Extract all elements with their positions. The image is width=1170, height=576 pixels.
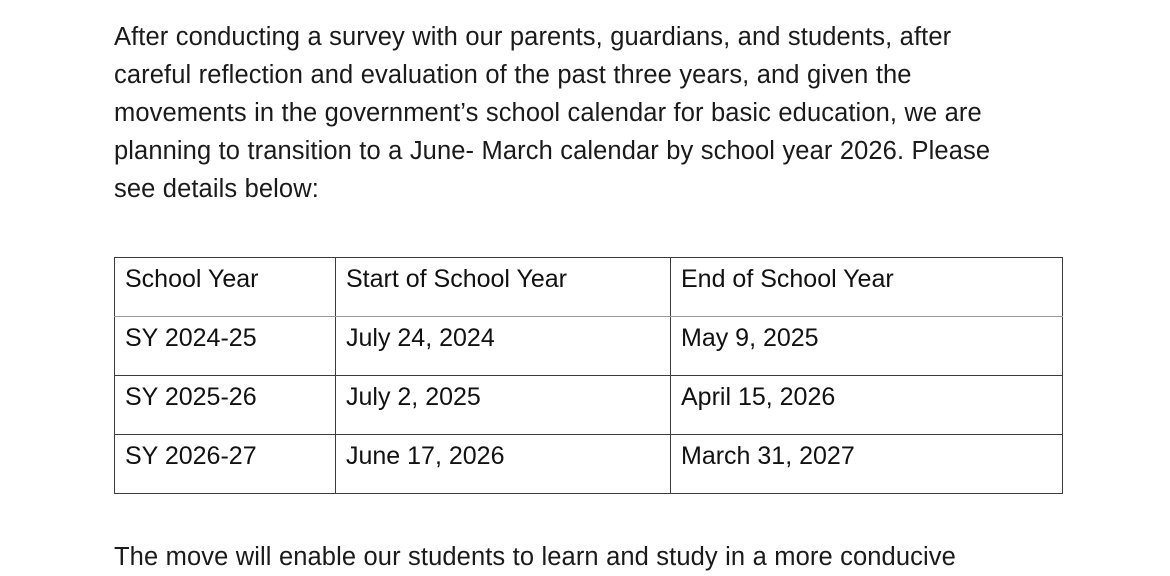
schedule-table-wrapper bbox=[114, 257, 1062, 494]
column-header-start-of-school-year: Start of School Year bbox=[336, 258, 671, 317]
cell-school-year: SY 2026-27 bbox=[115, 435, 336, 494]
table-row bbox=[115, 435, 1063, 494]
column-header-end-of-school-year: End of School Year bbox=[671, 258, 1063, 317]
intro-paragraph-line-1: After conducting a survey with our parents, guardians, and students, after bbox=[114, 23, 952, 51]
cell-school-year: SY 2025-26 bbox=[115, 376, 336, 435]
table-header bbox=[115, 258, 1063, 317]
intro-paragraph-line-2: careful reflection and evaluation of the past three years, and given the bbox=[114, 61, 912, 89]
closing-paragraph bbox=[114, 538, 1090, 576]
cell-end-date: April 15, 2026 bbox=[671, 376, 1063, 435]
cell-start-date: June 17, 2026 bbox=[336, 435, 671, 494]
cell-start-date: July 2, 2025 bbox=[336, 376, 671, 435]
intro-paragraph bbox=[114, 0, 1090, 208]
closing-paragraph-line-1: The move will enable our students to learn and study in a more conducive bbox=[114, 543, 956, 571]
table-body bbox=[115, 317, 1063, 494]
intro-paragraph-line-4: planning to transition to a June- March calendar by school year 2026. Please bbox=[114, 137, 991, 165]
document-body bbox=[114, 0, 1090, 576]
column-header-school-year: School Year bbox=[115, 258, 336, 317]
cell-end-date: March 31, 2027 bbox=[671, 435, 1063, 494]
table-row bbox=[115, 376, 1063, 435]
school-year-schedule-table bbox=[114, 257, 1063, 494]
table-row bbox=[115, 317, 1063, 376]
intro-paragraph-line-3: movements in the government’s school calendar for basic education, we are bbox=[114, 99, 982, 127]
cell-school-year: SY 2024-25 bbox=[115, 317, 336, 376]
cell-end-date: May 9, 2025 bbox=[671, 317, 1063, 376]
cell-start-date: July 24, 2024 bbox=[336, 317, 671, 376]
intro-paragraph-line-5: see details below: bbox=[114, 175, 319, 203]
table-header-row bbox=[115, 258, 1063, 317]
